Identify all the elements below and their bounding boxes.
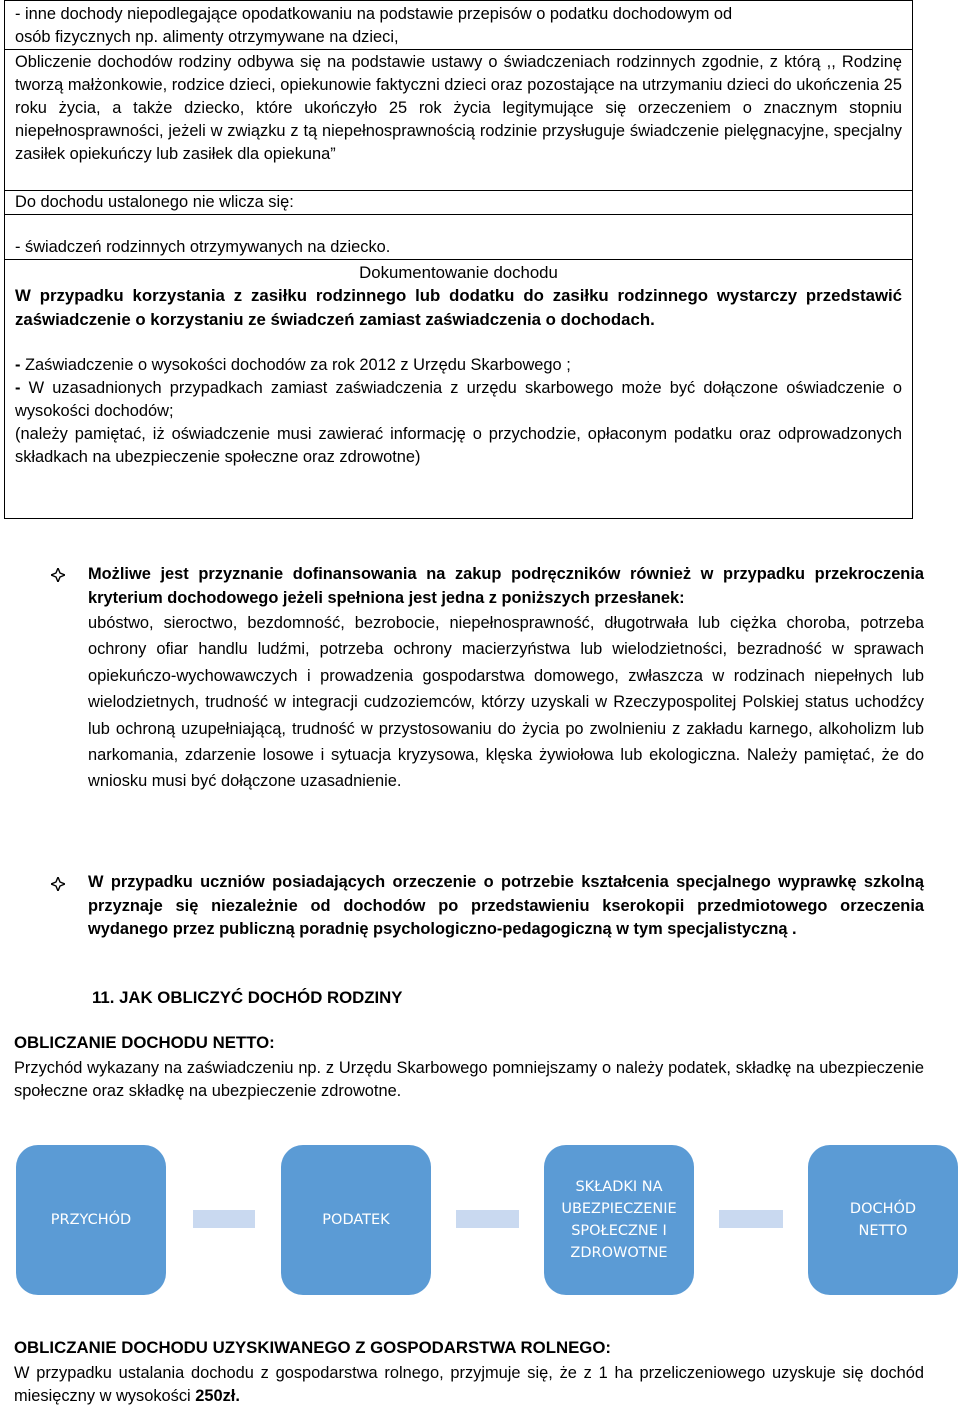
diamond-bullet-icon xyxy=(51,877,65,891)
netto-heading: OBLICZANIE DOCHODU NETTO: xyxy=(14,1033,275,1052)
documentation-title: Dokumentowanie dochodu xyxy=(359,263,558,282)
bullet-special-education xyxy=(88,871,924,942)
bullet-special-bold: W przypadku uczniów posiadających orzeczenie o potrzebie kształcenia specjalnego wyprawkę szkolną przyznaje się niezależnie od dochodów po przedstawieniu kserokopii przedmiotowego orzeczenia wydanego przez publiczną poradnię psychologiczno-pedagogiczną w tym specjalistyczną . xyxy=(88,873,924,938)
flow-connector xyxy=(193,1210,255,1228)
family-definition-text: Obliczenie dochodów rodziny odbywa się na podstawie ustawy o świadczeniach rodzinnych zgodnie, z którą ,, Rodzinę tworzą małżonkowie, rodzice dzieci, opiekunowie faktyczni dzieci oraz pozostające na utrzymaniu dzieci do ukończenia 25 roku życia, a także dziecko, które ukończyło 25 rok życia legitymujące się orzeczeniem o znacznym stopniu niepełnosprawności, jeżeli w związku z tą niepełnosprawnością rodzinie przysługuje świadczenie pielęgnacyjne, specjalny zasiłek opiekuńczy lub zasiłek dla opiekuna” xyxy=(15,53,902,163)
documentation-bold-text: W przypadku korzystania z zasiłku rodzinnego lub dodatku do zasiłku rodzinnego wystarczy przedstawić zaświadczenie o korzystaniu ze świadczeń zamiast zaświadczenia o dochodach. xyxy=(15,286,902,329)
bullet-textbook-bold: Możliwe jest przyznanie dofinansowania na zakup podręczników również w przypadku przekroczenia kryterium dochodowego jeżeli spełniona jest jedna z poniższych przesłanek: xyxy=(88,565,924,607)
table-row-other-income xyxy=(5,1,912,50)
rolne-heading: OBLICZANIE DOCHODU UZYSKIWANEGO Z GOSPODARSTWA ROLNEGO: xyxy=(14,1338,611,1357)
documentation-item-1: - Zaświadczenie o wysokości dochodów za rok 2012 z Urzędu Skarbowego ; xyxy=(15,356,571,374)
flow-box-przychod: PRZYCHÓD xyxy=(16,1145,166,1295)
documentation-item-3: (należy pamiętać, iż oświadczenie musi zawierać informację o przychodzie, opłaconym podatku oraz odprowadzonych składkach na ubezpieczenie społeczne oraz zdrowotne) xyxy=(15,425,902,466)
flow-connector xyxy=(456,1210,519,1228)
bullet-textbook-text: ubóstwo, sieroctwo, bezdomność, bezrobocie, niepełnosprawność, długotrwała lub ciężka choroba, potrzeba ochrony ofiar handlu ludźmi, potrzeba ochrony macierzyństwa lub wielodzietności, bezradność w sprawach opiekuńczo-wychowawczych i prowadzenia gospodarstwa domowego, zwłaszcza w rodzinach niepełnych lub wielodzietnych, trudność w integracji cudzoziemców, którzy uzyskali w Rzeczypospolitej Polskiej status uchodźcy lub ochroną uzupełniającą, trudność w przystosowaniu do życia po zwolnieniu z zakładu karnego, alkoholizm lub narkomania, zdarzenie losowe i sytuacja kryzysowa, klęska żywiołowa lub ekologiczna. Należy pamiętać, że do wniosku musi być dołączone uzasadnienie. xyxy=(88,614,924,791)
netto-text: Przychód wykazany na zaświadczeniu np. z Urzędu Skarbowego pomniejszamy o należy podatek, składkę na ubezpieczenie społeczne oraz składkę na ubezpieczenie zdrowotne. xyxy=(14,1059,924,1100)
flow-box-dochod-netto: DOCHÓD NETTO xyxy=(808,1145,958,1295)
not-included-heading: Do dochodu ustalonego nie wlicza się: xyxy=(15,193,294,211)
bullet-textbook-funding xyxy=(88,563,924,795)
table-row-family-definition xyxy=(5,50,912,191)
income-table xyxy=(4,0,913,519)
table-row-not-included-item xyxy=(5,215,912,260)
other-income-line1: - inne dochody niepodlegające opodatkowaniu na podstawie przepisów o podatku dochodowym od xyxy=(15,5,733,23)
table-row-documentation xyxy=(5,260,912,518)
flow-box-podatek: PODATEK xyxy=(281,1145,431,1295)
rolne-amount: 250zł. xyxy=(195,1387,240,1405)
not-included-item: - świadczeń rodzinnych otrzymywanych na dziecko. xyxy=(15,238,391,256)
section-heading: 11. JAK OBLICZYĆ DOCHÓD RODZINY xyxy=(92,988,403,1007)
flow-box-skladki: SKŁADKI NA UBEZPIECZENIE SPOŁECZNE I ZDROWOTNE xyxy=(544,1145,694,1295)
other-income-line2: osób fizycznych np. alimenty otrzymywane na dzieci, xyxy=(15,28,399,46)
rolne-text: W przypadku ustalania dochodu z gospodarstwa rolnego, przyjmuje się, że z 1 ha przeliczeniowego uzyskuje się dochód miesięczny w wysokości 250zł. xyxy=(14,1364,924,1405)
table-row-not-included-heading xyxy=(5,191,912,215)
diamond-bullet-icon xyxy=(51,568,65,582)
flow-connector xyxy=(719,1210,783,1228)
documentation-item-2: - W uzasadnionych przypadkach zamiast zaświadczenia z urzędu skarbowego może być dołączone oświadczenie o wysokości dochodów; xyxy=(15,379,902,420)
